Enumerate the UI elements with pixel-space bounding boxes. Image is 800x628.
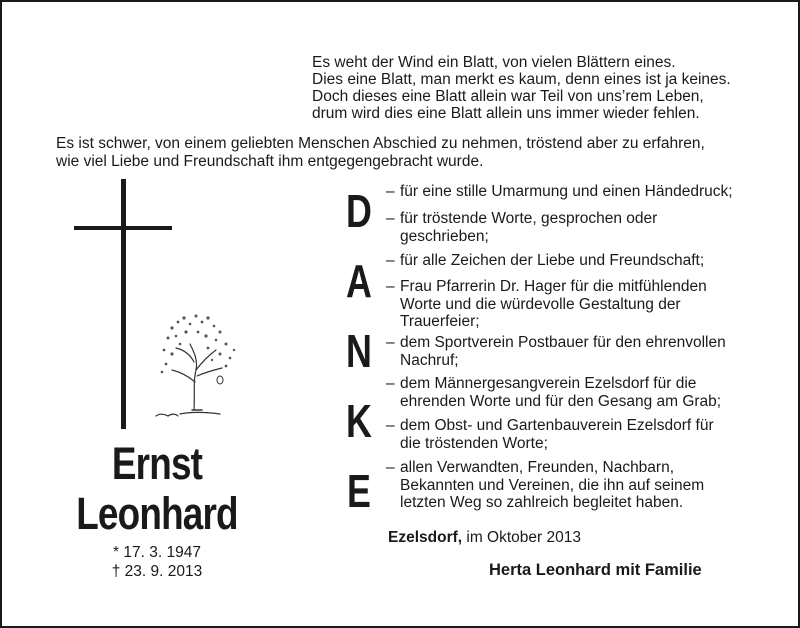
dash: – [386,183,395,200]
thanks-line: für eine stille Umarmung und einen Händedruck; [400,183,733,200]
thanks-item [386,459,766,512]
thanks-item [386,278,766,331]
poem-line: Dies eine Blatt, man merkt es kaum, denn eines ist ja keines. [312,71,731,88]
thanks-line: Frau Pfarrerin Dr. Hager für die mitfühlenden [400,278,707,295]
thanks-line: ehrenden Worte und für den Gesang am Grab; [400,392,722,410]
dash: – [386,417,395,434]
thanks-line: dem Obst- und Gartenbauverein Ezelsdorf für [400,417,714,434]
thanks-item [386,334,766,369]
thanks-line: allen Verwandten, Freunden, Nachbarn, [400,459,675,476]
poem [312,54,782,122]
thanks-line: Worte und die würdevolle Gestaltung der [400,295,681,313]
signature: Herta Leonhard mit Familie [489,561,702,579]
intro-line: wie viel Liebe und Freundschaft ihm entgegengebracht wurde. [56,153,484,170]
thanks-item [386,417,766,452]
dash: – [386,334,395,351]
thanks-line: die tröstenden Worte; [400,434,548,452]
thanks-line: Bekannten und Vereinen, die ihn auf seinem [400,476,705,494]
birth-date: * 17. 3. 1947 [113,544,201,561]
deceased-last-name: Leonhard [76,488,238,539]
thanks-line: für tröstende Worte, gesprochen oder [400,210,658,227]
tree-illustration [150,310,242,420]
thanks-line: Nachruf; [400,351,459,369]
danke-letter-d: D [346,185,372,237]
poem-line: Doch dieses eine Blatt allein war Teil von uns’rem Leben, [312,88,704,105]
thanks-line: Trauerfeier; [400,313,480,330]
thanks-item [386,252,766,270]
thanks-line: geschrieben; [400,227,489,245]
poem-line: drum wird dies eine Blatt allein uns immer wieder fehlen. [312,105,700,122]
deceased-first-name: Ernst [111,438,203,489]
place-date-line [388,529,581,547]
cross-vertical-bar [121,179,126,429]
thanks-item [386,183,766,201]
thanks-item [386,375,766,410]
thanks-line: für alle Zeichen der Liebe und Freundschaft; [400,252,705,269]
dash: – [386,210,395,227]
dash: – [386,278,395,295]
cross-horizontal-bar [74,226,172,230]
thanks-line: letzten Weg so zahlreich begleitet haben. [400,494,684,511]
dash: – [386,375,395,392]
thanks-item [386,210,766,245]
dash: – [386,252,395,269]
danke-letter-n: N [346,325,372,377]
danke-letter-a: A [346,255,372,307]
thanks-line: dem Männergesangverein Ezelsdorf für die [400,375,697,392]
closing-date: im Oktober 2013 [462,529,581,546]
danke-letter-e: E [347,465,371,517]
dash: – [386,459,395,476]
intro-line: Es ist schwer, von einem geliebten Menschen Abschied zu nehmen, tröstend aber zu erfahren, [56,135,705,152]
poem-line: Es weht der Wind ein Blatt, von vielen Blättern eines. [312,54,676,71]
thanks-line: dem Sportverein Postbauer für den ehrenvollen [400,334,726,351]
intro-text [56,135,776,171]
place-name: Ezelsdorf, [388,529,463,546]
death-date: † 23. 9. 2013 [111,563,203,580]
danke-letter-k: K [346,395,372,447]
